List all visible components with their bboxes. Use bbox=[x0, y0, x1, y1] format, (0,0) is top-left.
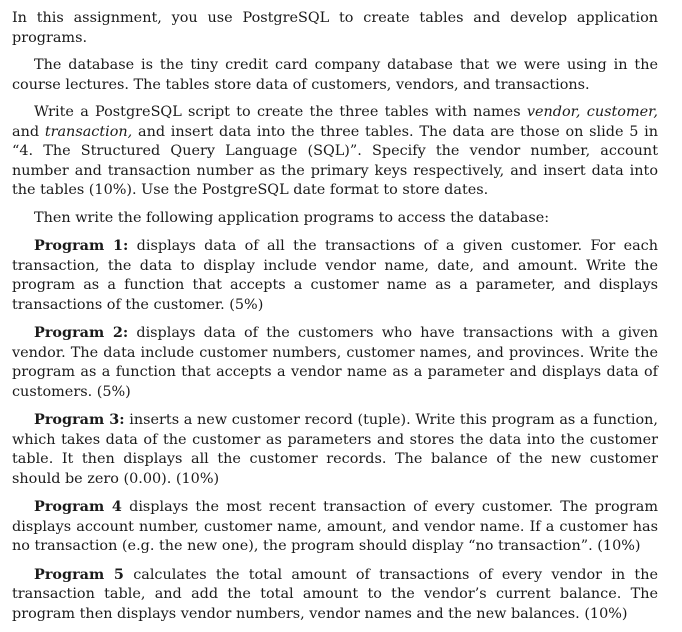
assignment-document bbox=[12, 9, 658, 632]
program-2-body: displays data of the customers who have transactions with a given vendor. The data include customer numbers, customer names, and provinces. Write the program as a function that accepts a vendor name as a parameter and displays data of customers. (5%) bbox=[12, 325, 658, 400]
script-paragraph bbox=[12, 103, 658, 201]
table-name-customer: customer, bbox=[586, 104, 658, 120]
program-1-body: displays data of all the transactions of a given customer. For each transaction, the data to display include vendor name, date, and amount. Write the program as a function that accepts a customer name as a parameter, and displays transactions of the customer. (5%) bbox=[12, 238, 658, 313]
program-3-body: inserts a new customer record (tuple). Write this program as a function, which takes data of the customer as parameters and stores the data into the customer table. It then displays all the customer records. The balance of the new customer should be zero (0.00). (10%) bbox=[12, 412, 658, 487]
program-1-title: Program 1: bbox=[34, 237, 129, 254]
program-3-title: Program 3: bbox=[34, 411, 125, 428]
program-5-paragraph bbox=[12, 565, 658, 625]
program-1-paragraph bbox=[12, 236, 658, 315]
database-paragraph: The database is the tiny credit card company database that we were using in the course lectures. The tables store data of customers, vendors, and transactions. bbox=[12, 57, 658, 93]
program-4-paragraph bbox=[12, 497, 658, 557]
table-name-vendor: vendor, bbox=[526, 104, 581, 120]
program-2-paragraph bbox=[12, 323, 658, 402]
program-4-title: Program 4 bbox=[34, 498, 122, 515]
then-paragraph: Then write the following application programs to access the database: bbox=[34, 209, 550, 226]
script-text-sep-2: and bbox=[12, 123, 45, 140]
program-5-title: Program 5 bbox=[34, 565, 124, 583]
script-text-after: and insert data into the three tables. The data are those on slide 5 in “4. The Structured Query Language (SQL)”. Specify the vendor number, account number and transaction number as the primary keys respectively, and insert data into the tables (10%). Use the PostgreSQL date format to store dates. bbox=[12, 123, 658, 198]
program-2-title: Program 2: bbox=[34, 324, 129, 341]
script-text-before: Write a PostgreSQL script to create the three tables with names bbox=[34, 104, 527, 120]
intro-paragraph: In this assignment, you use PostgreSQL to create tables and develop application programs. bbox=[12, 10, 658, 46]
program-3-paragraph bbox=[12, 410, 658, 489]
program-4-body: displays the most recent transaction of every customer. The program displays account number, customer name, amount, and vendor name. If a customer has no transaction (e.g. the new one), the program should display “no transaction”. (10%) bbox=[12, 499, 658, 554]
program-5-body: calculates the total amount of transactions of every vendor in the transaction table, and add the total amount to the vendor’s current balance. The program then displays vendor numbers, vendor names and the new balances. (10%) bbox=[12, 566, 658, 622]
table-name-transaction: transaction, bbox=[44, 123, 133, 140]
